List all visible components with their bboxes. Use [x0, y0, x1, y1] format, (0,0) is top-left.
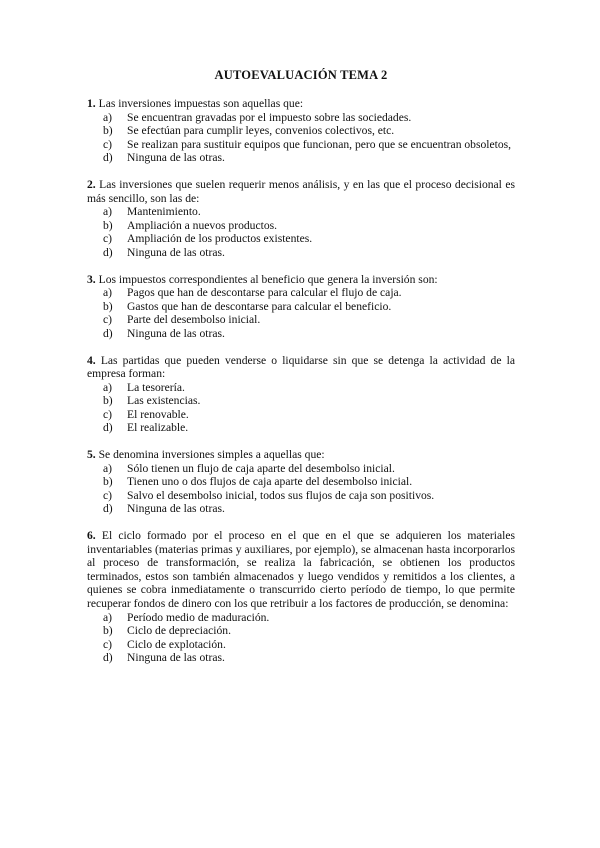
option-letter: b)	[103, 394, 113, 408]
option-text: Ampliación de los productos existentes.	[127, 232, 313, 246]
option-text: El realizable.	[127, 421, 189, 435]
option-text: Tienen uno o dos flujos de caja aparte del desembolso inicial.	[127, 475, 413, 489]
option-letter: b)	[103, 218, 113, 232]
option-b	[87, 394, 515, 408]
option-c	[87, 232, 515, 246]
question-number: 2.	[87, 177, 96, 191]
document-title: AUTOEVALUACIÓN TEMA 2	[214, 68, 388, 82]
option-c	[87, 489, 515, 503]
question-6	[87, 529, 515, 665]
option-text: Ninguna de las otras.	[127, 502, 225, 516]
option-letter: d)	[103, 245, 113, 259]
option-letter: a)	[103, 380, 113, 394]
option-letter: d)	[103, 421, 113, 435]
question-number: 3.	[87, 272, 96, 286]
question-4	[87, 354, 515, 436]
option-a	[87, 381, 515, 395]
option-b	[87, 124, 515, 138]
option-text: Las existencias.	[127, 394, 201, 408]
question-number: 5.	[87, 448, 96, 462]
option-text: Pagos que han de descontarse para calcular el flujo de caja.	[127, 286, 402, 300]
option-text: La tesorería.	[127, 380, 185, 394]
option-b	[87, 624, 515, 638]
question-number: 6.	[87, 529, 96, 543]
question-number: 1.	[87, 97, 96, 110]
option-text: Ciclo de depreciación.	[127, 624, 231, 638]
option-text: Salvo el desembolso inicial, todos sus flujos de caja son positivos.	[127, 488, 435, 502]
option-text: Sólo tienen un flujo de caja aparte del desembolso inicial.	[127, 461, 395, 475]
option-text: Ninguna de las otras.	[127, 245, 225, 259]
question-text: Se denomina inversiones simples a aquellas que:	[98, 448, 325, 462]
option-a	[87, 205, 515, 219]
option-letter: c)	[103, 637, 113, 651]
option-c	[87, 138, 515, 152]
option-letter: b)	[103, 624, 113, 638]
question-stem	[87, 273, 515, 287]
option-text: Ninguna de las otras.	[127, 151, 225, 165]
option-text: Mantenimiento.	[127, 205, 201, 219]
option-c	[87, 313, 515, 327]
option-text: Ampliación a nuevos productos.	[127, 218, 278, 232]
option-letter: c)	[103, 232, 113, 246]
option-letter: a)	[103, 286, 113, 300]
option-text: Se realizan para sustituir equipos que funcionan, pero que se encuentran obsoletos,	[127, 137, 512, 151]
option-text: Ninguna de las otras.	[127, 651, 225, 665]
option-a	[87, 111, 515, 125]
option-list	[87, 286, 515, 340]
option-letter: c)	[103, 313, 113, 327]
option-text: Se efectúan para cumplir leyes, convenios colectivos, etc.	[127, 124, 395, 138]
option-list	[87, 111, 515, 165]
option-list	[87, 462, 515, 516]
option-text: Gastos que han de descontarse para calcular el beneficio.	[127, 299, 392, 313]
question-text: Los impuestos correspondientes al beneficio que genera la inversión son:	[98, 272, 438, 286]
option-letter: d)	[103, 651, 113, 665]
option-letter: b)	[103, 124, 113, 138]
option-b	[87, 475, 515, 489]
option-letter: a)	[103, 205, 113, 219]
option-list	[87, 611, 515, 665]
question-text: Las partidas que pueden venderse o liquidarse sin que se detenga la actividad de la empresa forman:	[87, 353, 515, 381]
option-a	[87, 286, 515, 300]
option-text: Ciclo de explotación.	[127, 637, 226, 651]
option-letter: b)	[103, 299, 113, 313]
option-list	[87, 205, 515, 259]
option-text: Se encuentran gravadas por el impuesto sobre las sociedades.	[127, 110, 412, 124]
option-letter: a)	[103, 610, 113, 624]
option-letter: d)	[103, 151, 113, 165]
option-b	[87, 219, 515, 233]
option-d	[87, 327, 515, 341]
question-stem	[87, 178, 515, 205]
option-text: El renovable.	[127, 407, 189, 421]
question-stem	[87, 97, 515, 111]
question-text: Las inversiones impuestas son aquellas que:	[98, 97, 304, 110]
option-text: Período medio de maduración.	[127, 610, 270, 624]
option-letter: a)	[103, 110, 113, 124]
option-letter: c)	[103, 137, 113, 151]
option-c	[87, 638, 515, 652]
option-letter: a)	[103, 461, 113, 475]
option-list	[87, 381, 515, 435]
option-letter: b)	[103, 475, 113, 489]
question-text: El ciclo formado por el proceso en el que en el que se adquieren los materiales inventariables (materias primas y auxiliares, por ejemplo), se almacenan hasta incorporarlos al proceso de transformación, se realiza la fabricación, se obtienen los productos terminados, estos son también almacenados y luego vendidos y remitidos a los clientes, a quienes se cobra inmediatamente o transcurrido cierto período de tiempo, lo que permite recuperar fondos de dinero con los que retribuir a los factores de producción, se denomina:	[87, 529, 515, 610]
question-number: 4.	[87, 353, 96, 367]
question-stem	[87, 354, 515, 381]
option-a	[87, 611, 515, 625]
option-letter: c)	[103, 407, 113, 421]
option-c	[87, 408, 515, 422]
document-page	[87, 68, 515, 678]
option-a	[87, 462, 515, 476]
question-5	[87, 448, 515, 516]
option-d	[87, 502, 515, 516]
option-b	[87, 300, 515, 314]
option-d	[87, 151, 515, 165]
question-1	[87, 97, 515, 165]
question-text: Las inversiones que suelen requerir menos análisis, y en las que el proceso decisional es más sencillo, son las de:	[87, 177, 515, 205]
option-text: Parte del desembolso inicial.	[127, 313, 261, 327]
option-d	[87, 651, 515, 665]
question-2	[87, 178, 515, 260]
option-letter: d)	[103, 502, 113, 516]
option-letter: d)	[103, 326, 113, 340]
question-stem	[87, 448, 515, 462]
option-d	[87, 246, 515, 260]
option-d	[87, 421, 515, 435]
option-text: Ninguna de las otras.	[127, 326, 225, 340]
option-letter: c)	[103, 488, 113, 502]
question-stem	[87, 529, 515, 611]
question-3	[87, 273, 515, 341]
